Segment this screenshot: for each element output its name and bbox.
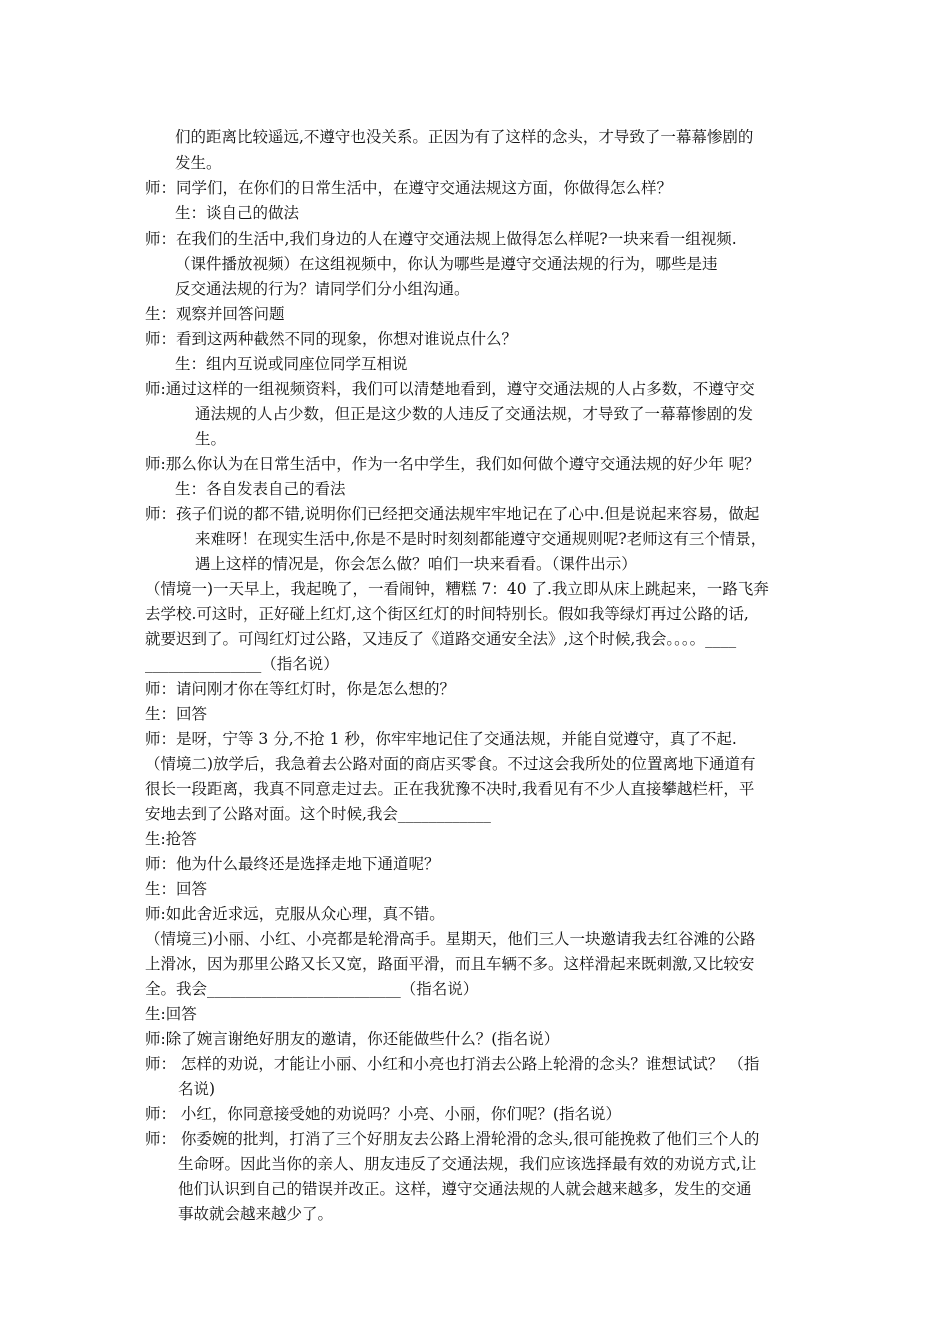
text-line: 生：谈自己的做法 (175, 204, 300, 222)
text-line: 生：回答 (145, 705, 208, 723)
text-line: （情境三)小丽、小红、小亮都是轮滑高手。星期天，他们三人一块邀请我去红谷滩的公路 (145, 930, 756, 948)
text-line: 反交通法规的行为？请同学们分小组沟通。 (175, 280, 470, 298)
text-line: 他们认识到自己的错误并改正。这样，遵守交通法规的人就会越来越多，发生的交通 (178, 1180, 752, 1198)
text-line: 师：在我们的生活中,我们身边的人在遵守交通法规上做得怎么样呢?一块来看一组视频. (145, 230, 737, 248)
text-line: 很长一段距离，我真不同意走过去。正在我犹豫不决时,我看见有不少人直接攀越栏杆，平 (145, 780, 755, 798)
text-line: 遇上这样的情况是，你会怎么做？咱们一块来看看。（课件出示） (195, 555, 637, 573)
text-line: 通法规的人占少数，但正是这少数的人违反了交通法规，才导致了一幕幕惨剧的发 (195, 405, 754, 423)
text-line: 名说) (178, 1080, 216, 1098)
text-line: 发生。 (175, 154, 222, 172)
text-line: 生:回答 (145, 1005, 197, 1023)
text-line: 师:通过这样的一组视频资料，我们可以清楚地看到，遵守交通法规的人占多数，不遵守交 (145, 380, 755, 398)
text-line: （课件播放视频）在这组视频中，你认为哪些是遵守交通法规的行为，哪些是违 (175, 255, 718, 273)
text-line: 全。我会_________________________（指名说） (145, 980, 479, 998)
text-line: 师： 怎样的劝说，才能让小丽、小红和小亮也打消去公路上轮滑的念头？谁想试试？ （指 (145, 1055, 760, 1073)
text-line: 师：他为什么最终还是选择走地下通道呢？ (145, 855, 440, 873)
text-line: 们的距离比较遥远,不遵守也没关系。正因为有了这样的念头，才导致了一幕幕惨剧的 (175, 128, 754, 146)
text-line: 师： 你委婉的批判，打消了三个好朋友去公路上滑轮滑的念头,很可能挽救了他们三个人的 (145, 1130, 760, 1148)
text-line: 师：请问刚才你在等红灯时，你是怎么想的？ (145, 680, 456, 698)
text-line: 生：观察并回答问题 (145, 305, 285, 323)
text-line: 就要迟到了。可闯红灯过公路，又违反了《道路交通安全法》,这个时候,我会。。。。____ (145, 630, 737, 648)
text-line: 师：看到这两种截然不同的现象，你想对谁说点什么？ (145, 330, 518, 348)
text-line: 师:如此舍近求远，克服从众心理，真不错。 (145, 905, 445, 923)
text-line: 生：组内互说或同座位同学互相说 (175, 355, 408, 373)
text-line: 师：同学们，在你们的日常生活中，在遵守交通法规这方面，你做得怎么样？ (145, 179, 673, 197)
text-line: 上滑冰，因为那里公路又长又宽，路面平滑，而且车辆不多。这样滑起来既刺激,又比较安 (145, 955, 755, 973)
text-line: 生:抢答 (145, 830, 197, 848)
text-line: （情境二)放学后，我急着去公路对面的商店买零食。不过这会我所处的位置离地下通道有 (145, 755, 756, 773)
text-line: 安地去到了公路对面。这个时候,我会____________ (145, 805, 491, 823)
text-line: 师:除了婉言谢绝好朋友的邀请，你还能做些什么？(指名说） (145, 1030, 560, 1048)
text-line: 师： 小红，你同意接受她的劝说吗？小亮、小丽，你们呢？(指名说） (145, 1105, 621, 1123)
text-line: 师:那么你认为在日常生活中，作为一名中学生，我们如何做个遵守交通法规的好少年 呢？ (145, 455, 760, 473)
text-line: （情境一)一天早上，我起晚了，一看闹钟，糟糕 7：40 了.我立即从床上跳起来，一路飞奔 (145, 580, 769, 598)
text-line: 生。 (195, 430, 227, 448)
text-line: 去学校.可这时，正好碰上红灯,这个街区红灯的时间特别长。假如我等绿灯再过公路的话, (145, 605, 749, 623)
text-line: 来难呀！在现实生活中,你是不是时时刻刻都能遵守交通规则呢?老师这有三个情景， (195, 530, 767, 548)
text-line: 生：回答 (145, 880, 208, 898)
text-line: 事故就会越来越少了。 (178, 1205, 334, 1223)
text-line: 生：各自发表自己的看法 (175, 480, 346, 498)
text-line: 师：孩子们说的都不错,说明你们已经把交通法规牢牢地记在了心中.但是说起来容易，做起 (145, 505, 760, 523)
text-line: 生命呀。因此当你的亲人、朋友违反了交通法规，我们应该选择最有效的劝说方式,让 (178, 1155, 757, 1173)
text-line: _______________（指名说） (145, 655, 339, 673)
text-line: 师：是呀，宁等 3 分,不抢 1 秒，你牢牢地记住了交通法规，并能自觉遵守，真了不起. (145, 730, 737, 748)
